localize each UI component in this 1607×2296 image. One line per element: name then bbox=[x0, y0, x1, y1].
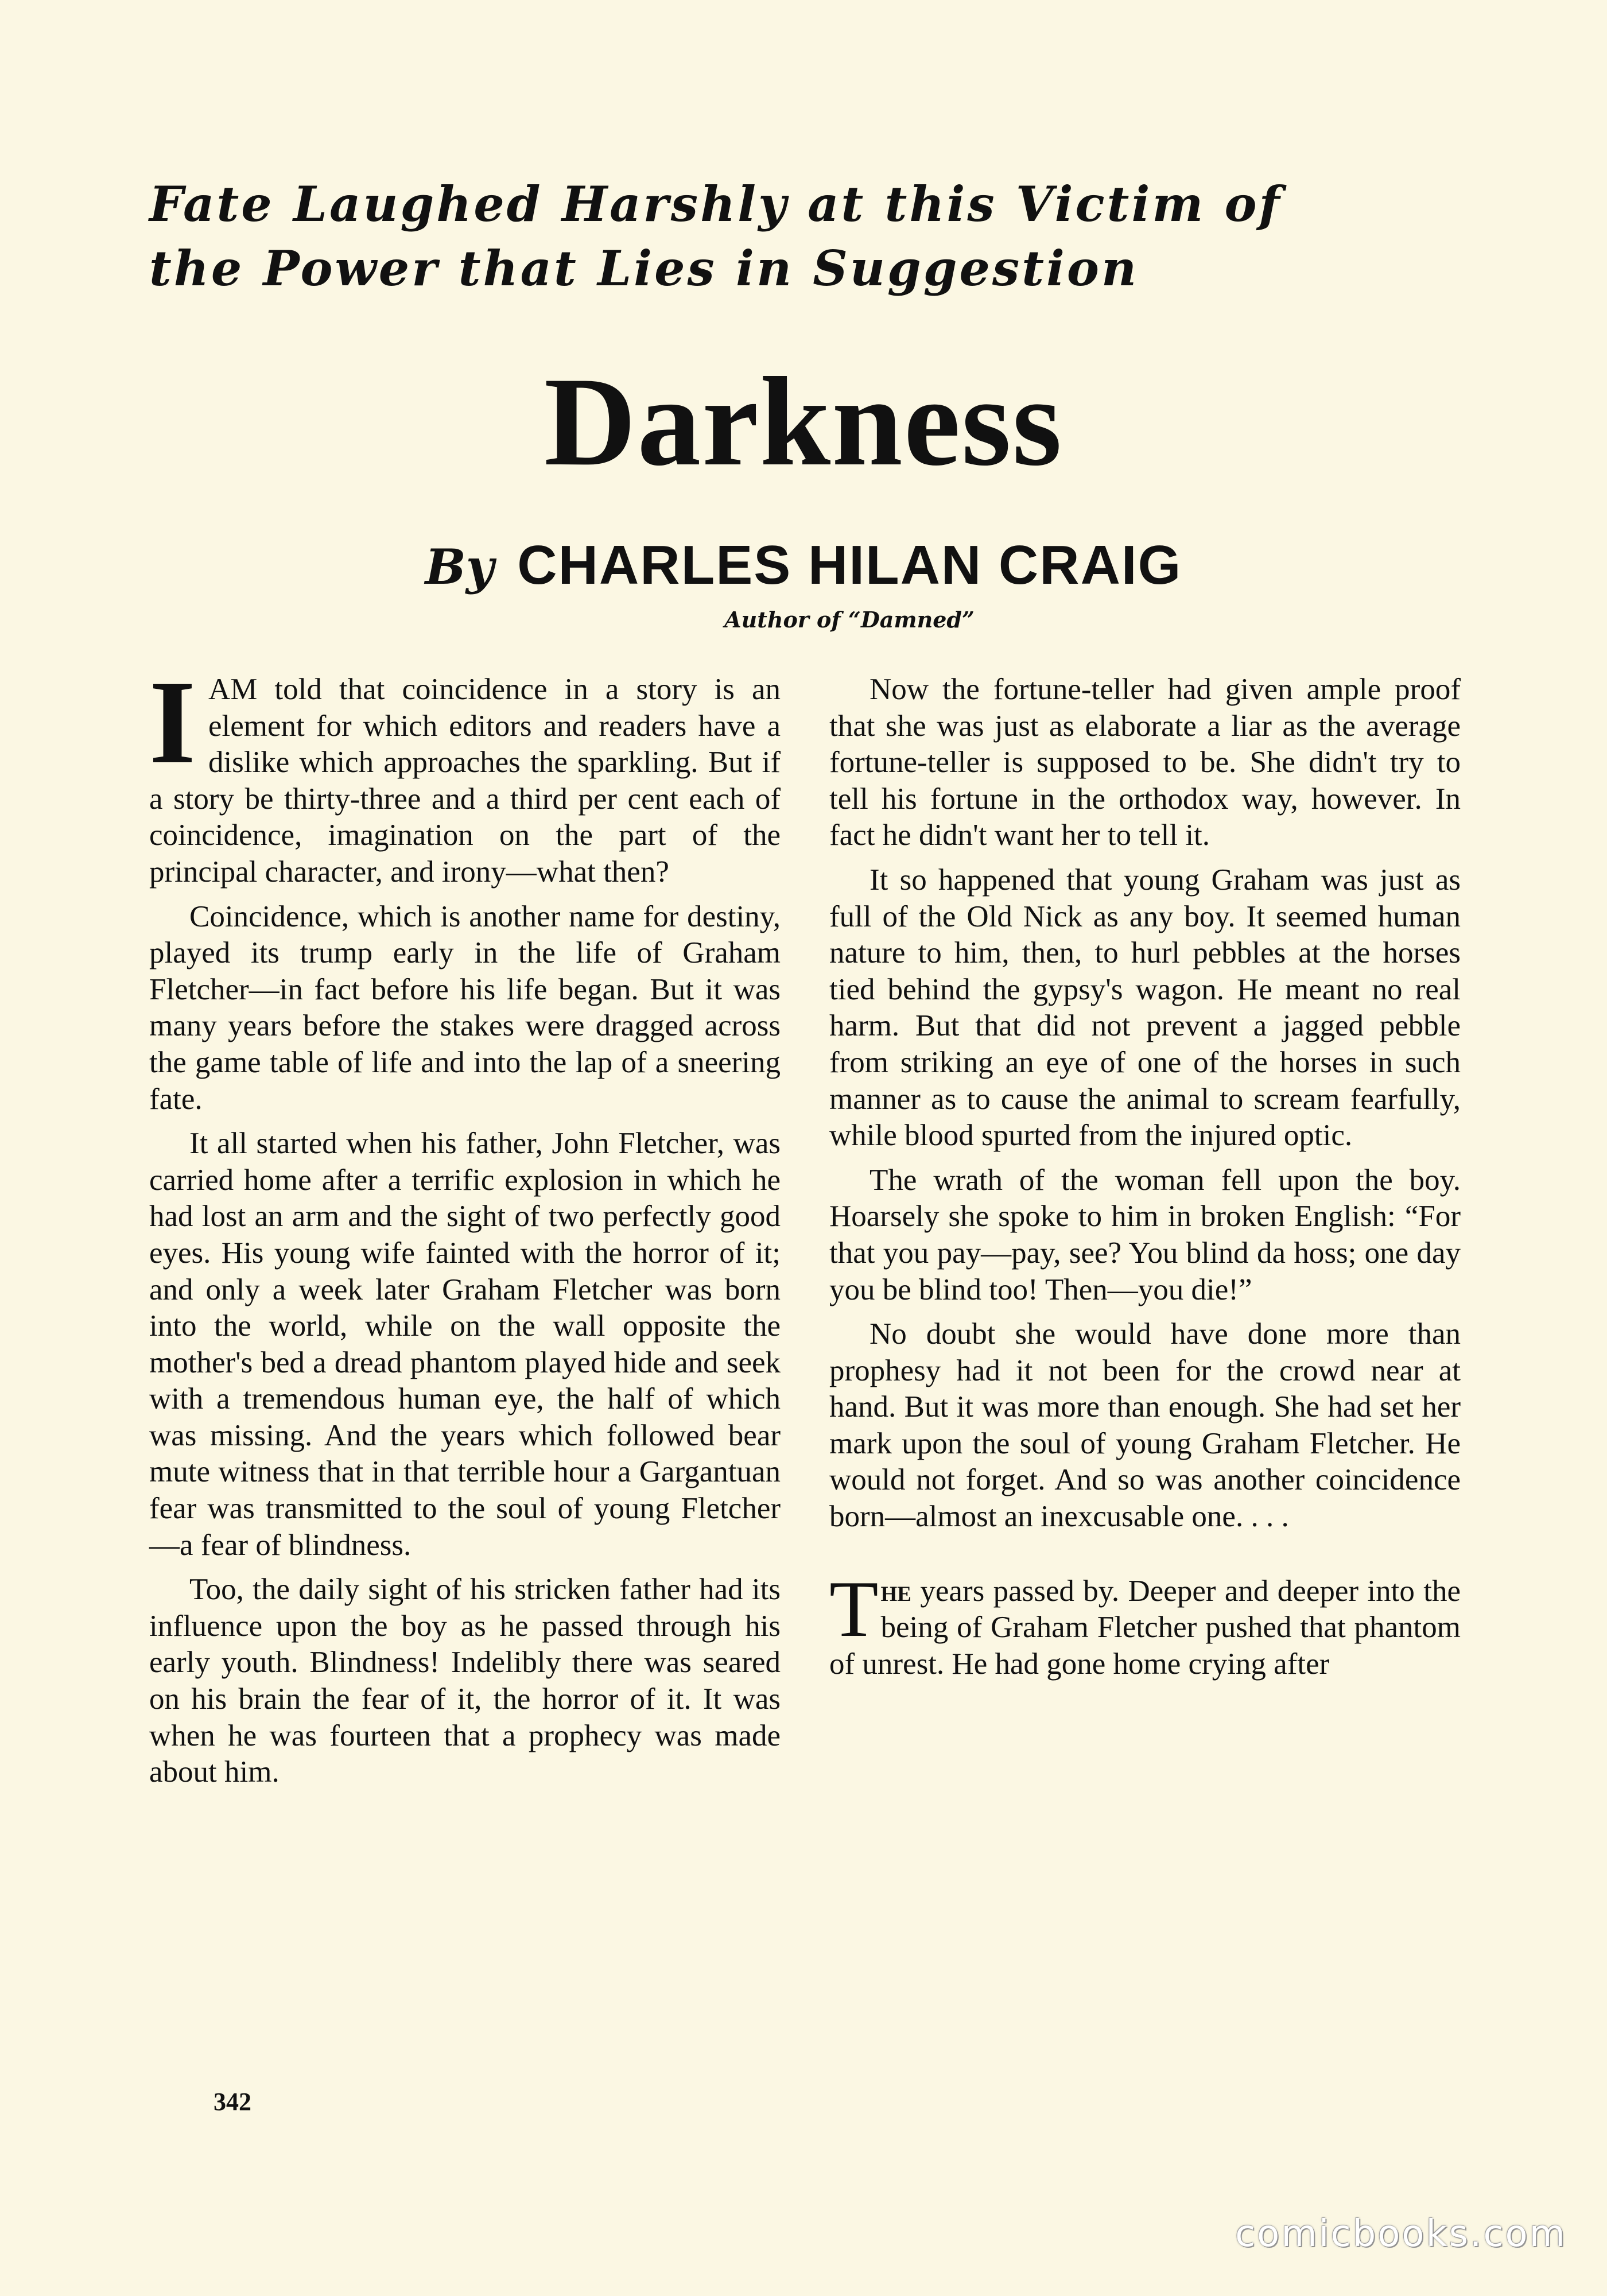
byline-prefix: By bbox=[425, 538, 494, 595]
left-column bbox=[149, 656, 781, 1799]
headline-line-2: the Power that Lies in Suggestion bbox=[149, 240, 1139, 297]
paragraph-text: AM told that coincidence in a story is an element for which editors and readers have a dislike which approaches the sparkling. But if a story be thirty-three and a third per cent each of coincidence, imagination on the part of the principal character, and irony—what then? bbox=[149, 673, 781, 889]
paragraph: Too, the daily sight of his stricken father had its influence upon the boy as he passed through his early youth. Blindness! Indelibly there was seared on his brain the fear of it, the horror of it. It was when he was fourteen that a prophecy was made about him. bbox=[149, 1573, 781, 1789]
watermark: comicbooks.com bbox=[1235, 2213, 1567, 2255]
paragraph: It so happened that young Graham was just as full of the Old Nick as any boy. It seemed human nature to him, then, to hurl pebbles at the horses tied behind the gypsy's wagon. He meant no real harm. But that did not prevent a jagged pebble from striking an eye of one of the horses in such manner as to cause the animal to scream fearfully, while blood spurted from the injured optic. bbox=[829, 863, 1461, 1153]
page-number: 342 bbox=[214, 2088, 251, 2116]
paragraph: The wrath of the woman fell upon the boy. Hoarsely she spoke to him in broken English: “For that you pay—pay, see? You blind da hoss; one day you be blind too! Then—you die!” bbox=[829, 1163, 1461, 1306]
section-paragraph bbox=[829, 1564, 1461, 1683]
headline bbox=[149, 172, 1469, 301]
paragraph-text: years passed by. Deeper and deeper into the being of Graham Fletcher pushed that phantom of unrest. He had gone home crying after bbox=[829, 1574, 1461, 1681]
author-credit: Author of “Damned” bbox=[724, 607, 975, 633]
paragraph: It all started when his father, John Fletcher, was carried home after a terrific explosion in which he had lost an arm and the sight of two perfectly good eyes. His young wife fainted with the horror of it; and only a week later Graham Fletcher was born into the world, while on the wall opposite the mother's bed a dread phantom played hide and seek with a tremendous human eye, the half of which was missing. And the years which followed bear mute witness that in that terrible hour a Gargantuan fear was transmitted to the soul of young Fletcher—a fear of blindness. bbox=[149, 1127, 781, 1562]
author-name: CHARLES HILAN CRAIG bbox=[517, 534, 1182, 596]
headline-line-1: Fate Laughed Harshly at this Victim of bbox=[149, 176, 1282, 232]
lead-in: he bbox=[880, 1574, 911, 1608]
drop-cap: I bbox=[149, 656, 196, 788]
paragraph bbox=[149, 656, 781, 891]
byline bbox=[0, 531, 1607, 602]
story-title: Darkness bbox=[544, 351, 1063, 492]
right-column bbox=[829, 672, 1461, 1690]
paragraph: Coincidence, which is another name for destiny, played its trump early in the life of Graham Fletcher—in fact before his life began. But it was many years before the stakes were dragged across the game table of life and into the lap of a sneering fate. bbox=[149, 899, 781, 1116]
drop-cap: T bbox=[829, 1564, 879, 1654]
paragraph: Now the fortune-teller had given ample proof that she was just as elaborate a liar as the average fortune-teller is supposed to be. She didn't try to tell his fortune in the orthodox way, however. In fact he didn't want her to tell it. bbox=[829, 673, 1461, 852]
paragraph: No doubt she would have done more than prophesy had it not been for the crowd near at hand. But it was more than enough. She had set her mark upon the soul of young Graham Fletcher. He would not forget. And so was another coincidence born—almost an inexcusable one. . . . bbox=[829, 1317, 1461, 1534]
